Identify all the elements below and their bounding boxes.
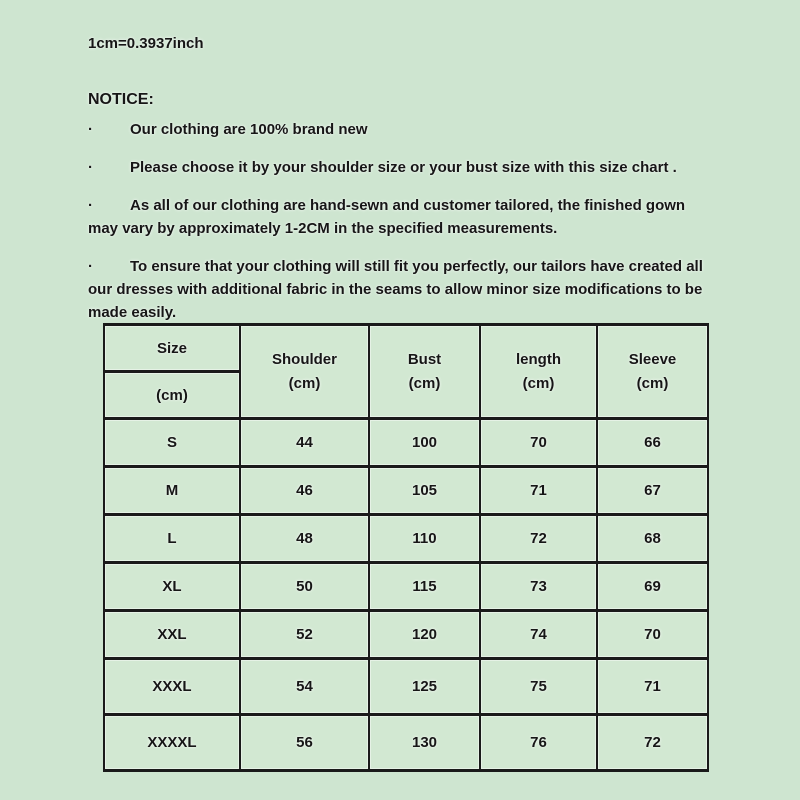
notice-bullet-text: Please choose it by your shoulder size or your bust size with this size chart . [130, 159, 677, 176]
cell-length: 70 [480, 419, 597, 467]
cell-length: 74 [480, 611, 597, 659]
header-sleeve [597, 325, 708, 419]
column-label: Bust [407, 350, 442, 368]
notice-bullet-text: Our clothing are 100% brand new [130, 121, 368, 138]
table-row-s [104, 419, 708, 467]
table-row-xxxxl [104, 715, 708, 771]
column-unit: (cm) [636, 374, 669, 392]
cell-sleeve: 72 [597, 715, 708, 771]
cell-sleeve: 71 [597, 659, 708, 715]
cell-size: L [104, 515, 240, 563]
cell-bust: 125 [369, 659, 480, 715]
cell-bust: 115 [369, 563, 480, 611]
notice-bullet-3 [88, 194, 712, 240]
column-unit: (cm) [408, 374, 441, 392]
cell-bust: 130 [369, 715, 480, 771]
bullet-dot: · [88, 159, 93, 176]
cell-size: XL [104, 563, 240, 611]
cell-bust: 100 [369, 419, 480, 467]
header-length [480, 325, 597, 419]
header-shoulder [240, 325, 369, 419]
cell-sleeve: 70 [597, 611, 708, 659]
table-row-xxl [104, 611, 708, 659]
column-label: Shoulder [271, 350, 337, 368]
cell-length: 73 [480, 563, 597, 611]
cell-size: M [104, 467, 240, 515]
cell-shoulder: 46 [240, 467, 369, 515]
table-row-xl [104, 563, 708, 611]
notice-bullet-2 [88, 156, 712, 179]
cell-sleeve: 67 [597, 467, 708, 515]
unit-conversion-note: 1cm=0.3937inch [88, 35, 204, 52]
cell-size: S [104, 419, 240, 467]
cell-shoulder: 48 [240, 515, 369, 563]
cell-sleeve: 69 [597, 563, 708, 611]
notice-bullet-4 [88, 255, 712, 324]
notice-bullet-text: To ensure that your clothing will still fit you perfectly, our tailors have created all our dresses with additional fabric in the seams to allow minor size modifications to be made easily. [88, 258, 703, 321]
notice-bullet-text: As all of our clothing are hand-sewn and customer tailored, the finished gown may vary by approximately 1-2CM in the specified measurements. [88, 197, 686, 237]
cell-shoulder: 56 [240, 715, 369, 771]
notice-bullet-1 [88, 118, 712, 141]
column-label: Sleeve [628, 350, 677, 368]
cell-length: 71 [480, 467, 597, 515]
bullet-dot: · [88, 197, 93, 214]
header-bust [369, 325, 480, 419]
column-unit: (cm) [288, 374, 321, 392]
bullet-dot: · [88, 121, 93, 138]
size-chart-table [103, 323, 709, 772]
cell-bust: 110 [369, 515, 480, 563]
header-size-unit: (cm) [104, 372, 240, 419]
cell-size: XXXL [104, 659, 240, 715]
cell-bust: 120 [369, 611, 480, 659]
cell-sleeve: 68 [597, 515, 708, 563]
table-header-row-top [104, 325, 708, 372]
bullet-dot: · [88, 258, 93, 275]
cell-sleeve: 66 [597, 419, 708, 467]
table-row-l [104, 515, 708, 563]
cell-length: 72 [480, 515, 597, 563]
column-label: length [516, 350, 561, 368]
cell-size: XXL [104, 611, 240, 659]
header-size-label: Size [104, 325, 240, 372]
cell-shoulder: 44 [240, 419, 369, 467]
cell-shoulder: 52 [240, 611, 369, 659]
cell-length: 75 [480, 659, 597, 715]
table-row-m [104, 467, 708, 515]
column-unit: (cm) [522, 374, 555, 392]
cell-shoulder: 50 [240, 563, 369, 611]
page-content [88, 33, 712, 339]
cell-shoulder: 54 [240, 659, 369, 715]
cell-size: XXXXL [104, 715, 240, 771]
notice-title: NOTICE: [88, 91, 154, 108]
cell-length: 76 [480, 715, 597, 771]
table-row-xxxl [104, 659, 708, 715]
cell-bust: 105 [369, 467, 480, 515]
